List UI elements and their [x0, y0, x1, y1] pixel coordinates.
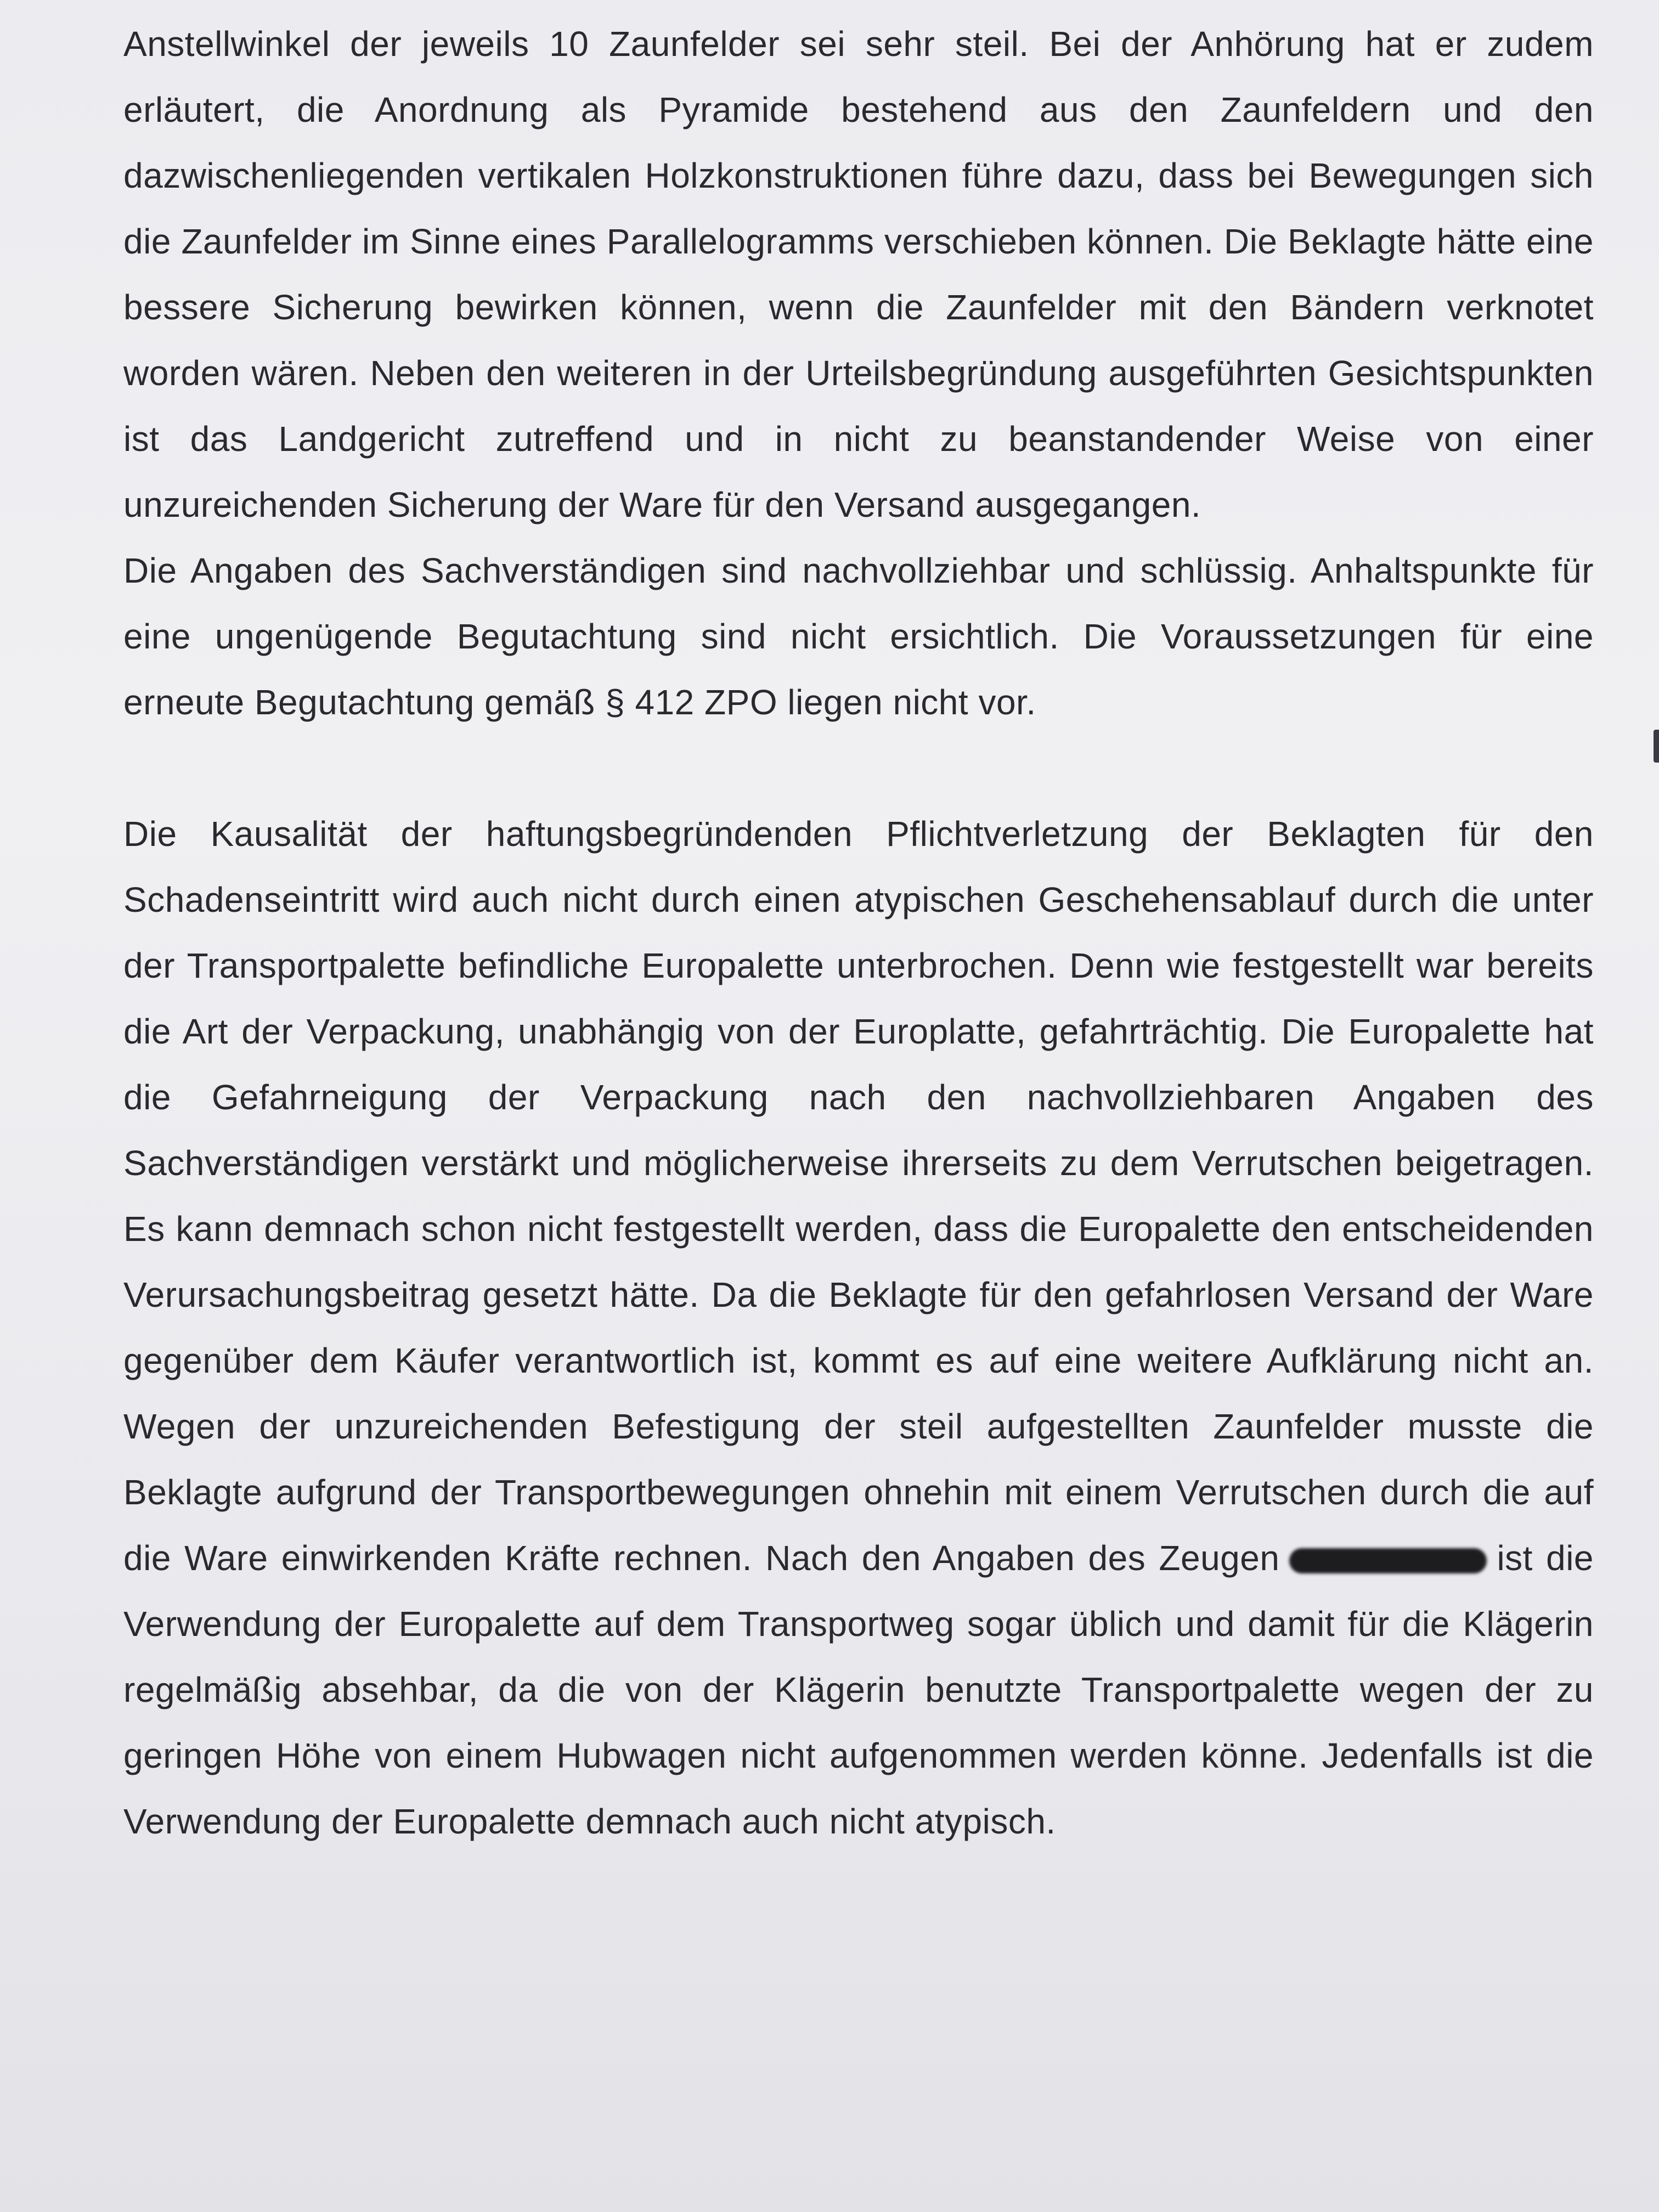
page-edge-mark: [1654, 730, 1659, 763]
paragraph-causality-text-a: Die Kausalität der haftungsbegründenden Pflichtverletzung der Beklagten für den Schadenseintritt wird auch nicht durch einen atypischen Geschehensablauf durch die unter der Transportpalette befindliche Europalette unterbrochen. Denn wie festgestellt war bereits die Art der Verpackung, unabhängig von der Europlatte, gefahrträchtig. Die Europalette hat die Gefahrneigung der Verpackung nach den nachvollziehbaren Angaben des Sachverständigen verstärkt und möglicherweise ihrerseits zu dem Verrutschen beigetragen. Es kann demnach schon nicht festgestellt werden, dass die Europalette den entscheidenden Verursachungsbeitrag gesetzt hätte. Da die Beklagte für den gefahrlosen Versand der Ware gegenüber dem Käufer verantwortlich ist, kommt es auf eine weitere Aufklärung nicht an. Wegen der unzureichenden Befestigung der steil aufgestellten Zaunfelder musste die Beklagte aufgrund der Transportbewegungen ohnehin mit einem Verrutschen durch die auf die Ware einwirkenden Kräfte rechnen. Nach den Angaben des Zeugen: [123, 814, 1594, 1578]
paragraph-expert-assessment: Die Angaben des Sachverständigen sind nachvollziehbar und schlüssig. Anhaltspunkte für eine ungenügende Begutachtung sind nicht ersichtlich. Die Voraussetzungen für eine erneute Begutachtung gemäß § 412 ZPO liegen nicht vor.: [123, 551, 1594, 722]
paragraph-causality: [123, 801, 1594, 1854]
paragraph-causality-text-b: ist die Verwendung der Europalette auf dem Transportweg sogar üblich und damit für die Klägerin regelmäßig absehbar, da die von der Klägerin benutzte Transportpalette wegen der zu geringen Höhe von einem Hubwagen nicht aufgenommen werden könne. Jedenfalls ist die Verwendung der Europalette demnach auch nicht atypisch.: [123, 1538, 1594, 1841]
paragraph-gap: [123, 735, 1594, 801]
document-body: [123, 11, 1594, 1854]
redacted-witness-name: [1289, 1548, 1487, 1573]
paragraph-expert-findings: Anstellwinkel der jeweils 10 Zaunfelder sei sehr steil. Bei der Anhörung hat er zudem erläutert, die Anordnung als Pyramide bestehend aus den Zaunfeldern und den dazwischenliegenden vertikalen Holzkonstruktionen führe dazu, dass bei Bewegungen sich die Zaunfelder im Sinne eines Parallelogramms verschieben können. Die Beklagte hätte eine bessere Sicherung bewirken können, wenn die Zaunfelder mit den Bändern verknotet worden wären. Neben den weiteren in der Urteilsbegründung ausgeführten Gesichtspunkten ist das Landgericht zutreffend und in nicht zu beanstandender Weise von einer unzureichenden Sicherung der Ware für den Versand ausgegangen.: [123, 24, 1594, 524]
